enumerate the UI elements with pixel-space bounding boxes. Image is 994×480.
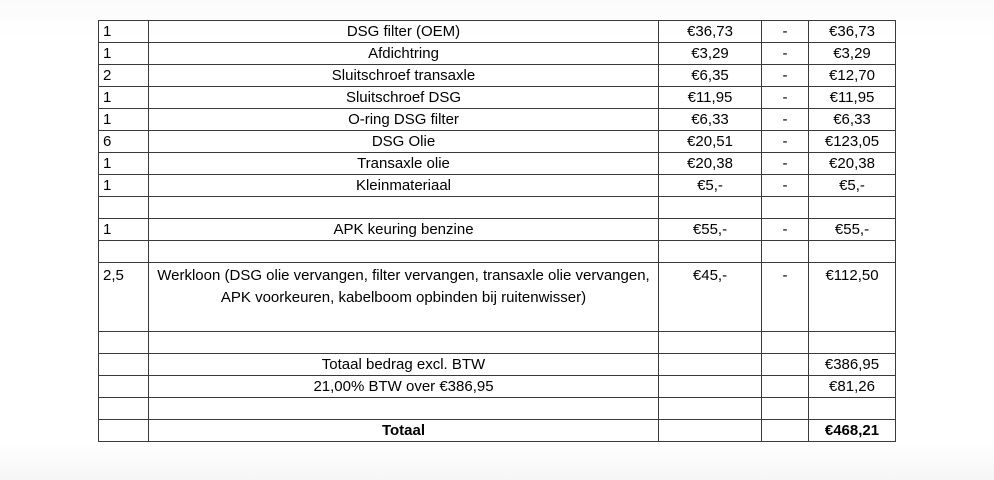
empty-cell xyxy=(762,241,809,263)
empty-cell xyxy=(99,241,149,263)
empty-cell xyxy=(659,420,762,442)
empty-cell xyxy=(659,398,762,420)
empty-cell xyxy=(99,398,149,420)
empty-cell xyxy=(762,376,809,398)
line-total-cell: €5,- xyxy=(809,175,896,197)
subtotal-value: €386,95 xyxy=(809,354,896,376)
description-cell: Werkloon (DSG olie vervangen, filter vervangen, transaxle olie vervangen, APK voorkeuren, kabelboom opbinden bij ruitenwisser) xyxy=(149,263,659,332)
empty-cell xyxy=(809,398,896,420)
apk-row xyxy=(99,219,896,241)
empty-cell xyxy=(809,332,896,354)
description-cell: DSG Olie xyxy=(149,131,659,153)
empty-cell xyxy=(762,197,809,219)
unit-price-cell: €11,95 xyxy=(659,87,762,109)
empty-cell xyxy=(762,398,809,420)
subtotal-label: Totaal bedrag excl. BTW xyxy=(149,354,659,376)
discount-cell: - xyxy=(762,87,809,109)
empty-cell xyxy=(659,354,762,376)
empty-cell xyxy=(762,420,809,442)
quantity-cell: 1 xyxy=(99,87,149,109)
line-total-cell: €123,05 xyxy=(809,131,896,153)
empty-row xyxy=(99,398,896,420)
line-total-cell: €55,- xyxy=(809,219,896,241)
grand-total-value: €468,21 xyxy=(809,420,896,442)
line-total-cell: €12,70 xyxy=(809,65,896,87)
empty-cell xyxy=(659,376,762,398)
empty-cell xyxy=(659,332,762,354)
unit-price-cell: €20,51 xyxy=(659,131,762,153)
description-cell: Sluitschroef DSG xyxy=(149,87,659,109)
grand-total-label: Totaal xyxy=(149,420,659,442)
empty-cell xyxy=(99,197,149,219)
description-cell: O-ring DSG filter xyxy=(149,109,659,131)
line-total-cell: €3,29 xyxy=(809,43,896,65)
empty-cell xyxy=(149,332,659,354)
invoice-table xyxy=(98,20,896,442)
discount-cell: - xyxy=(762,153,809,175)
discount-cell: - xyxy=(762,263,809,332)
empty-cell xyxy=(659,197,762,219)
empty-cell xyxy=(762,332,809,354)
unit-price-cell: €3,29 xyxy=(659,43,762,65)
unit-price-cell: €6,33 xyxy=(659,109,762,131)
table-row xyxy=(99,65,896,87)
line-total-cell: €20,38 xyxy=(809,153,896,175)
empty-cell xyxy=(762,354,809,376)
empty-cell xyxy=(99,354,149,376)
empty-row xyxy=(99,241,896,263)
discount-cell: - xyxy=(762,131,809,153)
quantity-cell: 1 xyxy=(99,43,149,65)
grand-total-row xyxy=(99,420,896,442)
table-row xyxy=(99,109,896,131)
line-total-cell: €6,33 xyxy=(809,109,896,131)
discount-cell: - xyxy=(762,219,809,241)
unit-price-cell: €20,38 xyxy=(659,153,762,175)
quantity-cell: 1 xyxy=(99,219,149,241)
empty-cell xyxy=(659,241,762,263)
empty-cell xyxy=(809,197,896,219)
unit-price-cell: €45,- xyxy=(659,263,762,332)
quantity-cell: 1 xyxy=(99,109,149,131)
vat-row xyxy=(99,376,896,398)
vat-label: 21,00% BTW over €386,95 xyxy=(149,376,659,398)
unit-price-cell: €5,- xyxy=(659,175,762,197)
empty-cell xyxy=(99,332,149,354)
empty-row xyxy=(99,197,896,219)
discount-cell: - xyxy=(762,109,809,131)
unit-price-cell: €36,73 xyxy=(659,21,762,43)
quantity-cell: 1 xyxy=(99,153,149,175)
empty-cell xyxy=(149,197,659,219)
empty-cell xyxy=(149,241,659,263)
unit-price-cell: €55,- xyxy=(659,219,762,241)
empty-cell xyxy=(809,241,896,263)
quantity-cell: 2,5 xyxy=(99,263,149,332)
empty-row xyxy=(99,332,896,354)
description-cell: DSG filter (OEM) xyxy=(149,21,659,43)
quantity-cell: 2 xyxy=(99,65,149,87)
description-cell: Transaxle olie xyxy=(149,153,659,175)
quantity-cell: 6 xyxy=(99,131,149,153)
table-row xyxy=(99,153,896,175)
empty-cell xyxy=(149,398,659,420)
discount-cell: - xyxy=(762,43,809,65)
description-cell: Kleinmateriaal xyxy=(149,175,659,197)
table-row xyxy=(99,175,896,197)
empty-cell xyxy=(99,376,149,398)
table-row xyxy=(99,87,896,109)
labor-row xyxy=(99,263,896,332)
quantity-cell: 1 xyxy=(99,21,149,43)
description-cell: APK keuring benzine xyxy=(149,219,659,241)
discount-cell: - xyxy=(762,65,809,87)
discount-cell: - xyxy=(762,175,809,197)
line-total-cell: €36,73 xyxy=(809,21,896,43)
discount-cell: - xyxy=(762,21,809,43)
empty-cell xyxy=(99,420,149,442)
table-row xyxy=(99,21,896,43)
description-cell: Afdichtring xyxy=(149,43,659,65)
description-cell: Sluitschroef transaxle xyxy=(149,65,659,87)
vat-value: €81,26 xyxy=(809,376,896,398)
table-row xyxy=(99,43,896,65)
quantity-cell: 1 xyxy=(99,175,149,197)
line-total-cell: €112,50 xyxy=(809,263,896,332)
subtotal-row xyxy=(99,354,896,376)
table-row xyxy=(99,131,896,153)
unit-price-cell: €6,35 xyxy=(659,65,762,87)
line-total-cell: €11,95 xyxy=(809,87,896,109)
